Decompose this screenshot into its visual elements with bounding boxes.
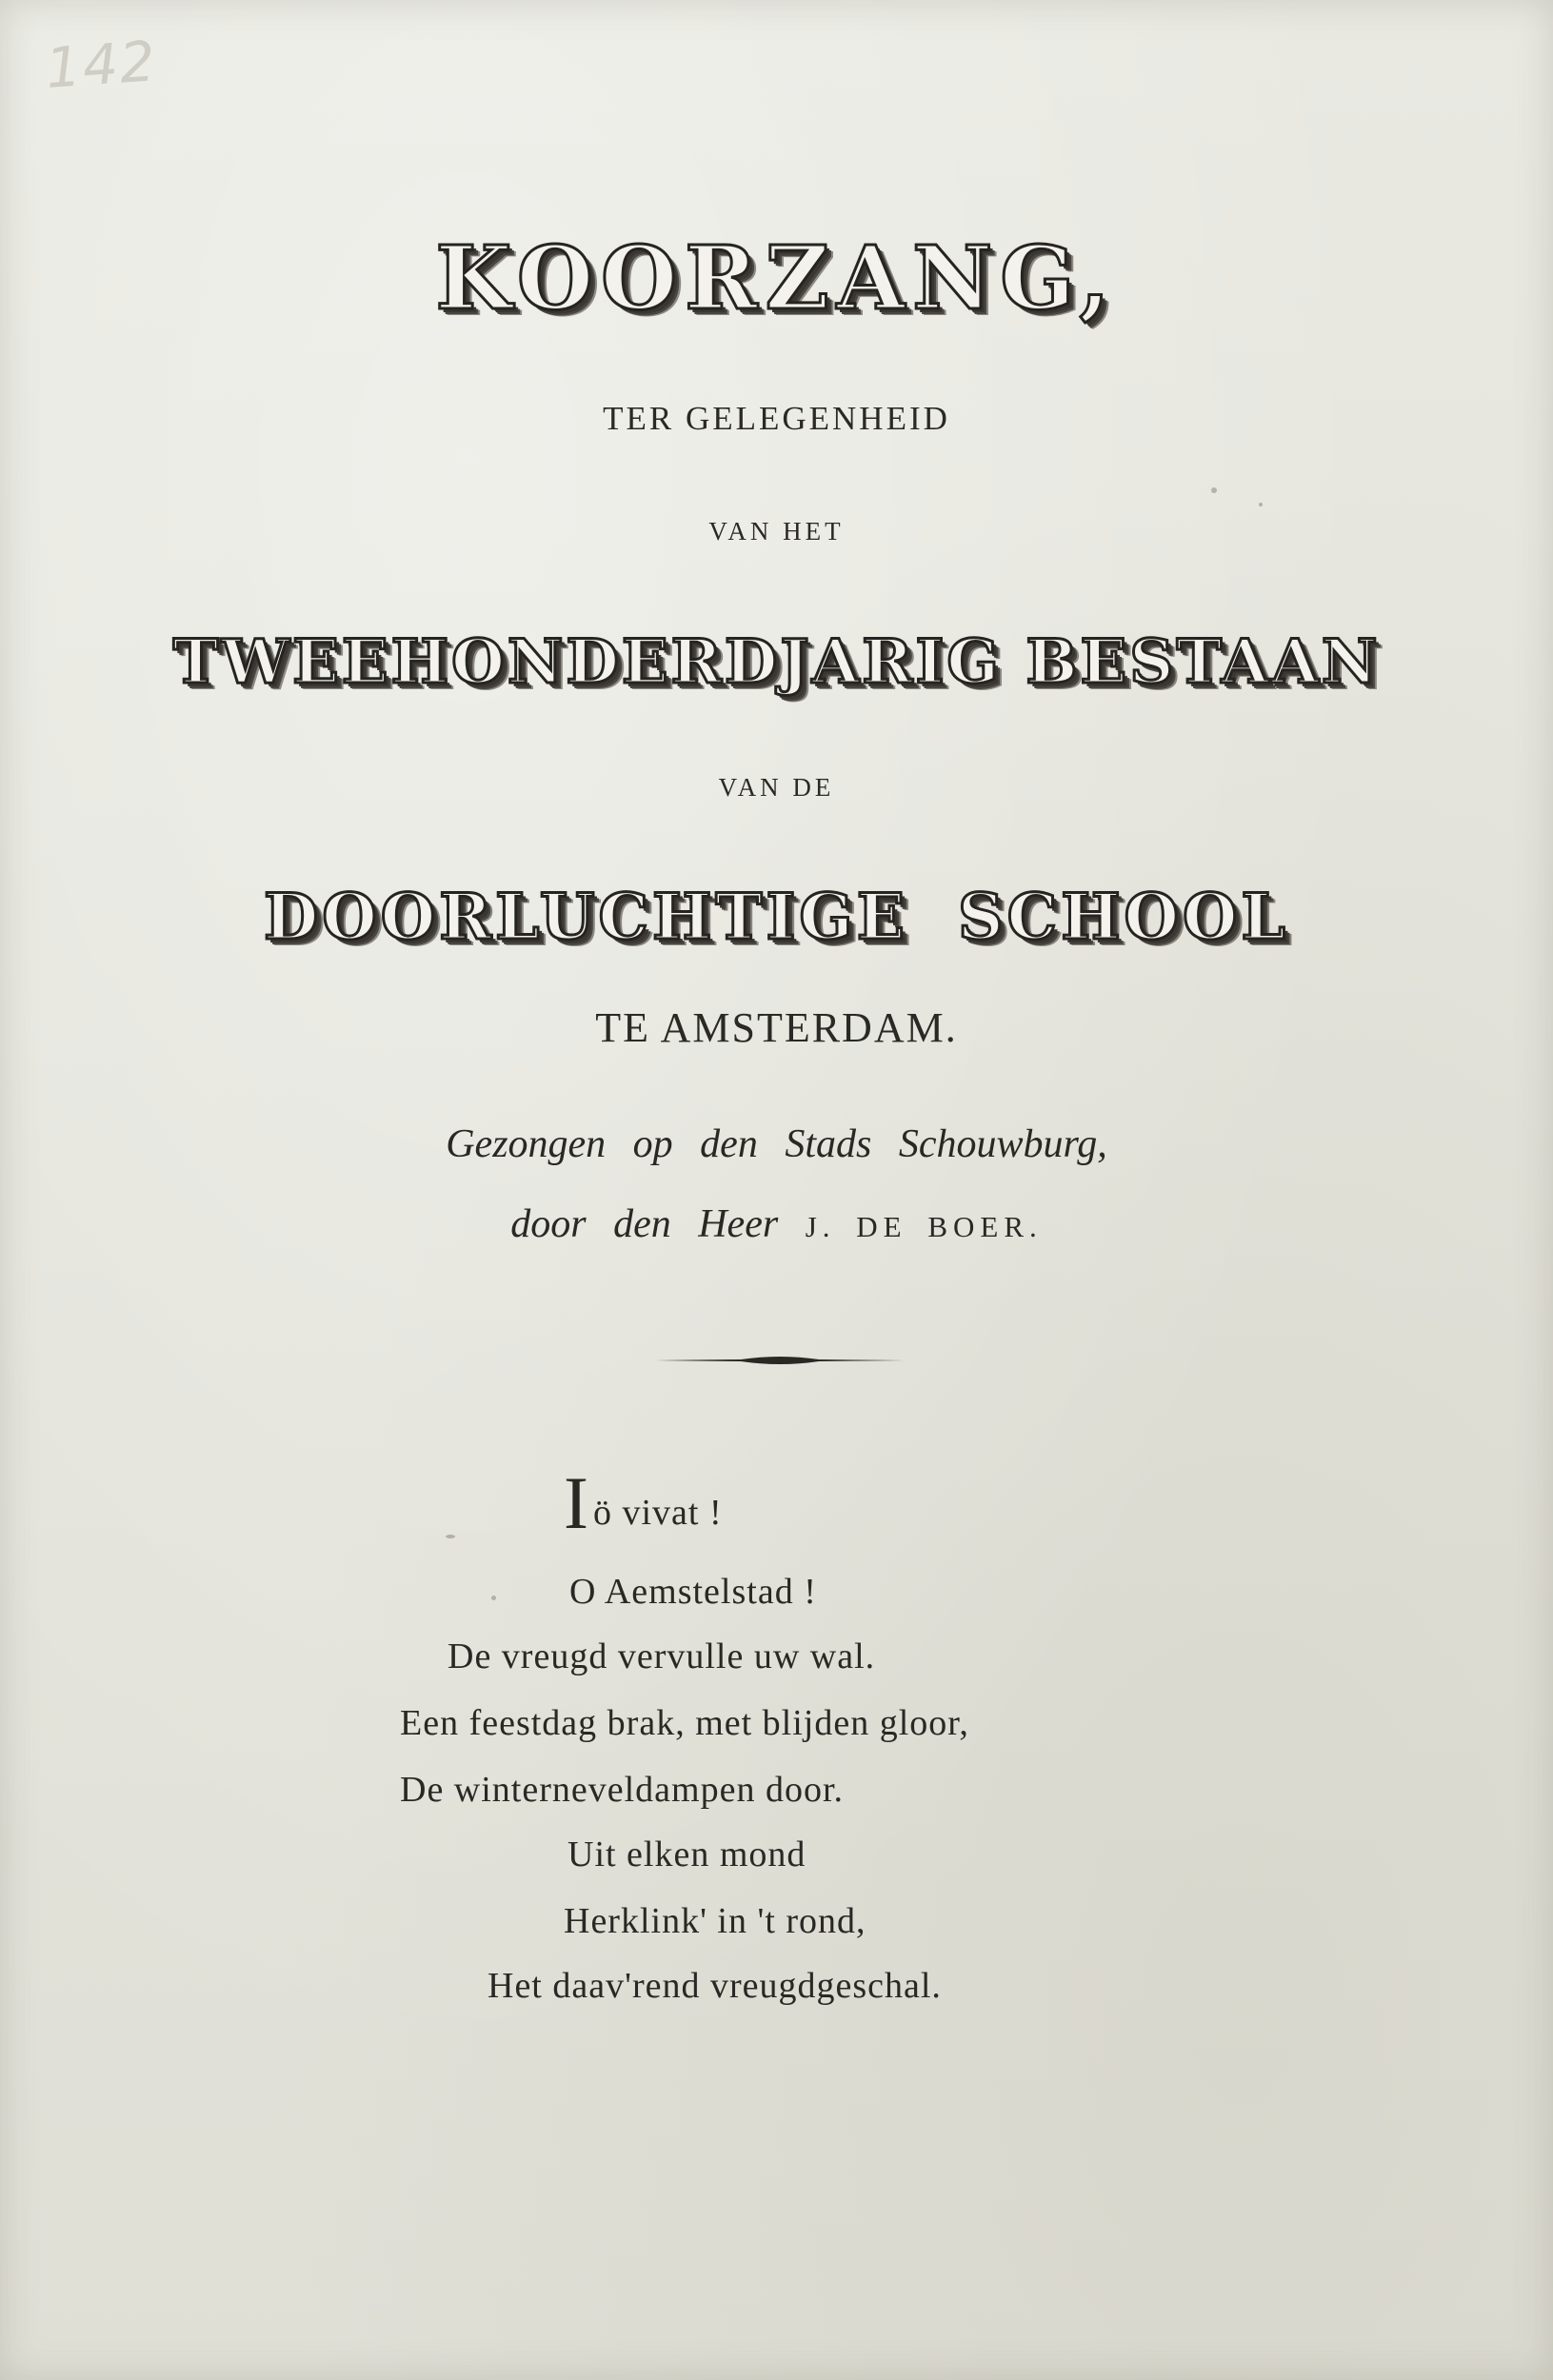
poem-line-1-text: ö vivat ! [592, 1493, 723, 1533]
paper-speck [446, 1535, 455, 1538]
subtitle-ter-gelegenheid: TER GELEGENHEID [603, 400, 950, 437]
subtitle-van-de: VAN DE [718, 773, 835, 802]
singer-name: J. DE BOER. [805, 1210, 1043, 1243]
school-word-2: SCHOOL [958, 880, 1289, 954]
paper-speck [1259, 503, 1263, 506]
title: KOORZANG, [435, 227, 1118, 329]
city-line: TE AMSTERDAM. [595, 1004, 958, 1051]
drop-cap: I [564, 1461, 589, 1544]
sung-line-2 [0, 1201, 1553, 1247]
page-number: 142 [43, 29, 159, 101]
poem-line-1 [564, 1461, 723, 1544]
poem-line-6: Uit elken mond [567, 1835, 806, 1874]
poem-line-3: De vreugd vervulle uw wal. [448, 1636, 876, 1676]
poem-line-7: Herklink' in 't rond, [564, 1901, 866, 1941]
paper-speck [491, 1596, 496, 1600]
paper-speck [1211, 487, 1217, 493]
school-word-1: DOORLUCHTIGE [264, 880, 908, 954]
poem-line-8: Het daav'rend vreugdgeschal. [488, 1966, 942, 2006]
poem-line-5: De winterneveldampen door. [400, 1770, 845, 1810]
sung-line-2-prefix: door den Heer [510, 1202, 779, 1246]
poem-line-2: O Aemstelstad ! [569, 1572, 817, 1612]
ornamental-divider [655, 1350, 905, 1371]
school-heading [0, 880, 1553, 954]
subtitle-van-het: VAN HET [708, 517, 845, 545]
poem-line-4: Een feestdag brak, met blijden gloor, [400, 1703, 969, 1743]
main-heading: TWEEHONDERDJARIG BESTAAN [172, 626, 1381, 698]
sung-line-1: Gezongen op den Stads Schouwburg, [446, 1122, 1107, 1166]
